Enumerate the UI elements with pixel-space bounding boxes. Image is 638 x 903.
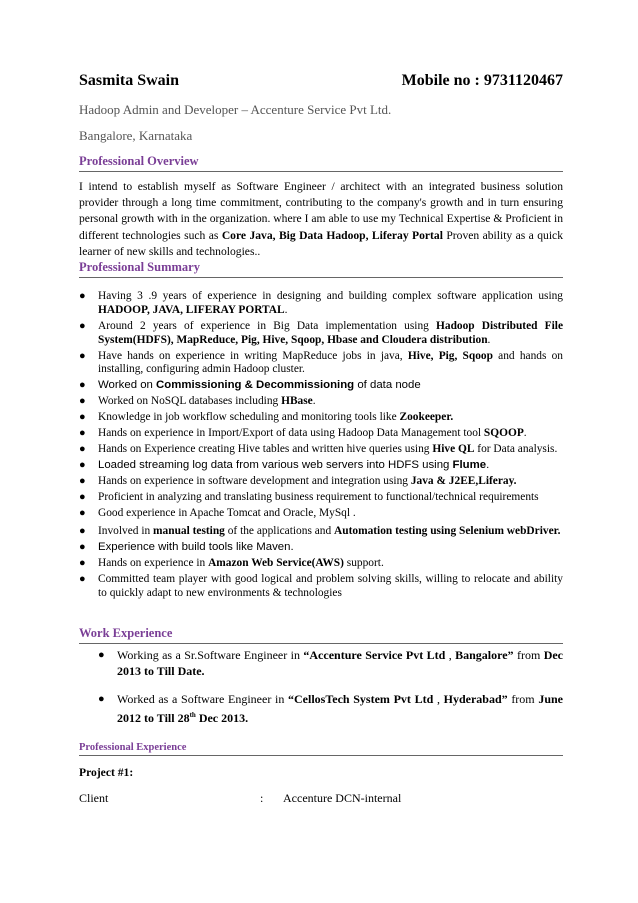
summary-heading: Professional Summary xyxy=(79,260,563,278)
client-label: Client xyxy=(79,791,109,805)
item-bold: HADOOP, JAVA, LIFERAY PORTAL xyxy=(98,303,285,316)
item-bold: SQOOP xyxy=(483,427,524,440)
bullet-icon: ● xyxy=(79,525,86,538)
item-text: Knowledge in job workflow scheduling and monitoring tools like xyxy=(98,411,400,424)
client-separator: : xyxy=(260,791,264,805)
bullet-icon: ● xyxy=(79,507,86,520)
item-text: Worked on xyxy=(98,379,157,392)
list-item xyxy=(79,541,563,555)
item-bold: Automation testing using Selenium webDriver. xyxy=(334,525,561,538)
list-item xyxy=(79,491,563,505)
bullet-icon: ● xyxy=(98,649,105,661)
bullet-icon: ● xyxy=(79,443,86,456)
item-text: for Data analysis. xyxy=(474,443,558,456)
item-text: . xyxy=(284,303,288,316)
company-name: “Accenture Service Pvt Ltd xyxy=(303,648,446,662)
item-text: Have hands on experience in writing MapReduce jobs in java, xyxy=(98,349,408,362)
list-item xyxy=(79,691,563,726)
item-text: . xyxy=(486,459,490,472)
bullet-icon: ● xyxy=(79,349,86,362)
item-text: from xyxy=(507,692,539,706)
item-bold: Java & J2EE,Liferay. xyxy=(410,475,517,488)
list-item xyxy=(79,427,563,441)
overview-text-b: Proven ability as a quick learner of new skills and technologies.. xyxy=(79,228,563,258)
client-value: Accenture DCN-internal xyxy=(283,791,402,805)
bullet-icon: ● xyxy=(79,556,86,569)
summary-list xyxy=(79,290,563,603)
item-text: Hands on experience in software development and integration using xyxy=(98,475,411,488)
item-text: Around 2 years of experience in Big Data implementation using xyxy=(98,319,437,332)
company-city: Bangalore” xyxy=(455,648,514,662)
item-bold: Hive, Pig, Sqoop xyxy=(407,349,493,362)
bullet-icon: ● xyxy=(79,541,86,553)
list-item xyxy=(79,573,563,601)
work-heading: Work Experience xyxy=(79,626,563,644)
overview-text xyxy=(79,179,563,260)
list-item xyxy=(79,395,563,409)
item-text: Experience with build tools like Maven. xyxy=(98,541,294,553)
job-title: Hadoop Admin and Developer – Accenture Service Pvt Ltd. xyxy=(79,102,392,117)
list-item xyxy=(79,350,563,378)
mobile-number: Mobile no : 9731120467 xyxy=(401,72,563,89)
location: Bangalore, Karnataka xyxy=(79,128,193,143)
item-bold: Hive QL xyxy=(432,443,475,456)
item-text: Loaded streaming log data from various web servers into HDFS using xyxy=(98,459,453,472)
overview-text-bold: Core Java, Big Data Hadoop, Liferay Portal xyxy=(221,228,443,242)
item-text: Hands on experience in xyxy=(98,556,209,569)
work-dates-end: Dec 2013. xyxy=(195,711,249,725)
experience-heading: Professional Experience xyxy=(79,742,563,756)
item-text: of data node xyxy=(354,379,421,392)
bullet-icon: ● xyxy=(79,491,86,504)
item-text: Worked on NoSQL databases including xyxy=(98,395,282,408)
project-title: Project #1: xyxy=(79,766,134,779)
item-bold: Zookeeper. xyxy=(399,411,454,424)
list-item xyxy=(79,647,563,679)
item-text: Involved in xyxy=(98,525,154,538)
item-text: Working as a Sr.Software Engineer in xyxy=(117,648,304,662)
item-bold: Hadoop Distributed File System(HDFS), MapReduce, Pig, Hive, Sqoop, Hbase and Cloudera distribution xyxy=(98,319,563,346)
list-item xyxy=(79,290,563,318)
overview-heading: Professional Overview xyxy=(79,154,563,172)
resume-header xyxy=(79,72,563,96)
work-dates: June 2012 to Till 28 xyxy=(117,692,564,725)
item-text: , xyxy=(433,692,444,706)
bullet-icon: ● xyxy=(79,459,86,472)
item-text: Committed team player with good logical and problem solving skills, willing to relocate and ability to quickly adapt to new environments & technologies xyxy=(98,572,563,599)
item-text: Good experience in Apache Tomcat and Oracle, MySql . xyxy=(98,507,356,520)
item-text: Proficient in analyzing and translating business requirement to functional/technical requirements xyxy=(98,491,539,504)
list-item xyxy=(79,443,563,457)
bullet-icon: ● xyxy=(79,411,86,424)
item-text: . xyxy=(312,395,316,408)
candidate-name: Sasmita Swain xyxy=(79,72,180,89)
item-text: and hands on installing, configuring admin Hadoop cluster. xyxy=(98,349,563,376)
item-bold: Commissioning & Decommissioning xyxy=(156,379,355,392)
work-dates: Dec 2013 to Till Date. xyxy=(117,648,564,678)
item-text: Having 3 .9 years of experience in designing and building complex software application using xyxy=(98,290,563,302)
item-text: of the applications and xyxy=(224,525,335,538)
list-item xyxy=(79,411,563,425)
bullet-icon: ● xyxy=(79,427,86,440)
list-item xyxy=(79,320,563,348)
bullet-icon: ● xyxy=(79,395,86,408)
list-item xyxy=(79,379,563,393)
company-city: Hyderabad” xyxy=(443,692,508,706)
company-name: “CellosTech System Pvt Ltd xyxy=(288,692,434,706)
item-text: from xyxy=(513,648,544,662)
bullet-icon: ● xyxy=(79,475,86,488)
list-item xyxy=(79,557,563,571)
bullet-icon: ● xyxy=(79,290,86,302)
item-text: support. xyxy=(343,556,384,569)
client-row xyxy=(79,791,563,806)
item-text: . xyxy=(487,333,491,346)
bullet-icon: ● xyxy=(79,572,86,585)
bullet-icon: ● xyxy=(79,379,86,392)
bullet-icon: ● xyxy=(98,693,105,705)
work-list xyxy=(79,647,563,738)
item-bold: manual testing xyxy=(153,525,225,538)
item-text: Worked as a Software Engineer in xyxy=(117,692,289,706)
item-bold: Flume xyxy=(452,459,487,472)
list-item xyxy=(79,475,563,489)
list-item xyxy=(79,507,563,521)
overview-text-a: I intend to establish myself as Software Engineer / architect with an integrated business solution provider through a long time commitment, contributing to the company's growth and in turn ensuring personal growth with in the organization. where I am able to use my Technical Expertise & Proficient in different technologies such as xyxy=(79,180,563,242)
list-item xyxy=(79,525,563,539)
bullet-icon: ● xyxy=(79,319,86,332)
item-text: , xyxy=(445,648,456,662)
item-bold: Amazon Web Service(AWS) xyxy=(208,556,344,569)
item-text: Hands on Experience creating Hive tables and written hive queries using xyxy=(98,443,433,456)
item-text: . xyxy=(523,427,527,440)
item-bold: HBase xyxy=(281,395,313,408)
item-text: Hands on experience in Import/Export of data using Hadoop Data Management tool xyxy=(98,427,484,440)
list-item xyxy=(79,459,563,473)
ordinal-suffix: th xyxy=(189,711,196,719)
